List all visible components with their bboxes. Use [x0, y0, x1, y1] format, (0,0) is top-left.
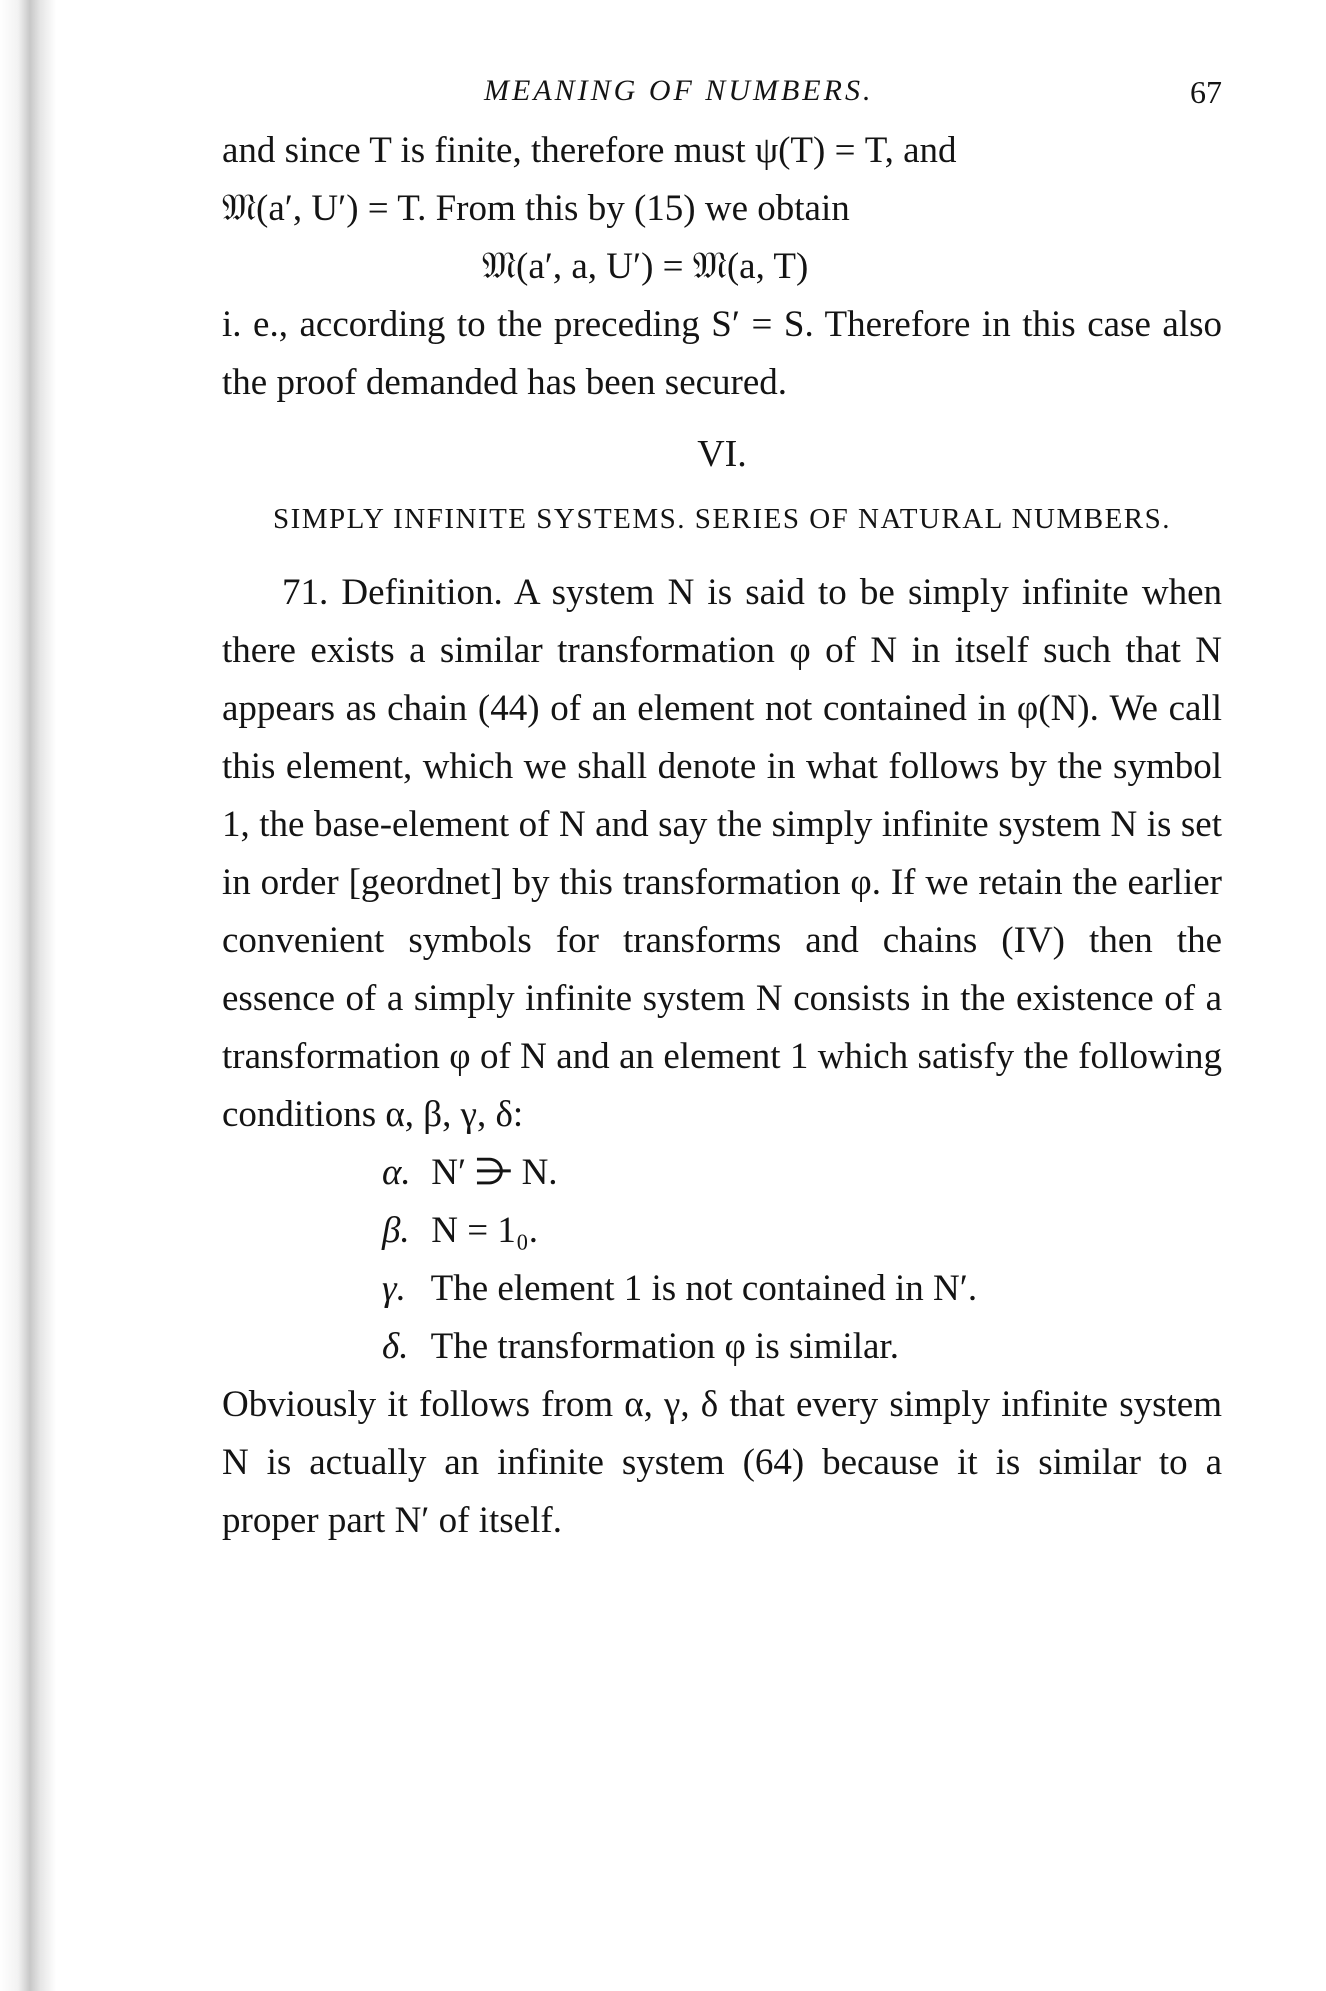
conditions-list: [222, 1144, 1222, 1376]
condition-label: γ.: [382, 1268, 406, 1309]
paragraph-line: and since T is finite, therefore must ψ(T) = T, and: [222, 130, 957, 171]
condition-text: The transformation φ is similar.: [430, 1326, 899, 1367]
condition-text: N = 1₀.: [431, 1210, 538, 1251]
condition-item: [222, 1318, 1222, 1376]
conclusion-paragraph: Obviously it follows from α, γ, δ that every simply infinite system N is actually an infinite system (64) because it is similar to a proper part N′ of itself.: [222, 1384, 1222, 1541]
condition-label: δ.: [382, 1326, 409, 1367]
formula: 𝔐(a′, a, U′) = 𝔐(a, T): [482, 246, 809, 287]
page-number: 67: [1190, 74, 1222, 110]
section-number: VI.: [697, 433, 747, 475]
condition-text: N′ ⋺ N.: [431, 1152, 558, 1193]
definition-block: [222, 564, 1222, 1144]
binding-shadow: [0, 0, 56, 1991]
running-head: [222, 66, 1222, 122]
paragraph: i. e., according to the preceding S′ = S. Therefore in this case also the proof demanded has been secured.: [222, 304, 1222, 403]
condition-item: [222, 1260, 1222, 1318]
condition-label: α.: [382, 1152, 411, 1193]
paragraph-line: 𝔐(a′, U′) = T. From this by (15) we obtain: [222, 188, 850, 229]
condition-item: [222, 1144, 1222, 1202]
running-title: MEANING OF NUMBERS.: [484, 74, 874, 107]
condition-label: β.: [382, 1210, 410, 1251]
section-title: SIMPLY INFINITE SYSTEMS. SERIES OF NATURAL NUMBERS.: [272, 503, 1172, 535]
condition-item: [222, 1202, 1222, 1260]
definition-paragraph: 71. Definition. A system N is said to be simply infinite when there exists a similar transformation φ of N in itself such that N appears as chain (44) of an element not contained in φ(N). We call this element, which we shall denote in what follows by the symbol 1, the base-element of N and say the simply infinite system N is set in order [geordnet] by this transformation φ. If we retain the earlier convenient symbols for transforms and chains (IV) then the essence of a simply infinite system N consists in the existence of a transformation φ of N and an element 1 which satisfy the following conditions α, β, γ, δ:: [222, 572, 1222, 1135]
book-page: [222, 66, 1222, 1550]
condition-text: The element 1 is not contained in N′.: [430, 1268, 978, 1309]
